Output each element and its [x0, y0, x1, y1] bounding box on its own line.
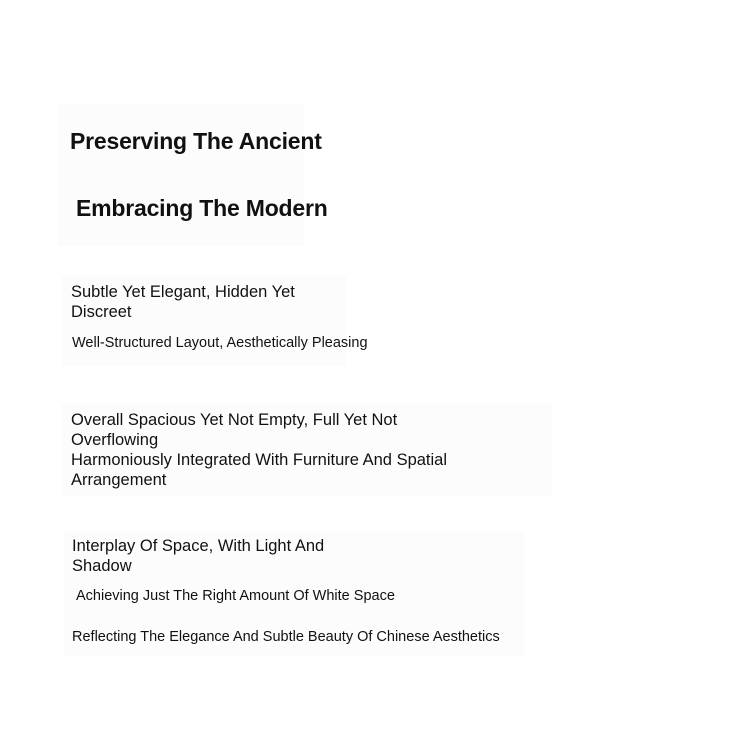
- section2-line-2: Harmoniously Integrated With Furniture And Spatial Arrangement: [71, 451, 448, 489]
- section1-title: Subtle Yet Elegant, Hidden Yet Discreet: [71, 283, 295, 321]
- heading-block: [58, 104, 304, 246]
- heading-line-1: Preserving The Ancient: [70, 128, 322, 154]
- section2-line-1: Overall Spacious Yet Not Empty, Full Yet Not Overflowing: [71, 411, 398, 449]
- section1-subtitle: Well-Structured Layout, Aesthetically Pleasing: [72, 335, 368, 351]
- section3-title: Interplay Of Space, With Light And Shadow: [72, 537, 325, 575]
- section3-line-2: Reflecting The Elegance And Subtle Beauty Of Chinese Aesthetics: [72, 629, 500, 645]
- heading-line-2: Embracing The Modern: [76, 195, 328, 221]
- section3-line-1: Achieving Just The Right Amount Of White Space: [76, 588, 395, 604]
